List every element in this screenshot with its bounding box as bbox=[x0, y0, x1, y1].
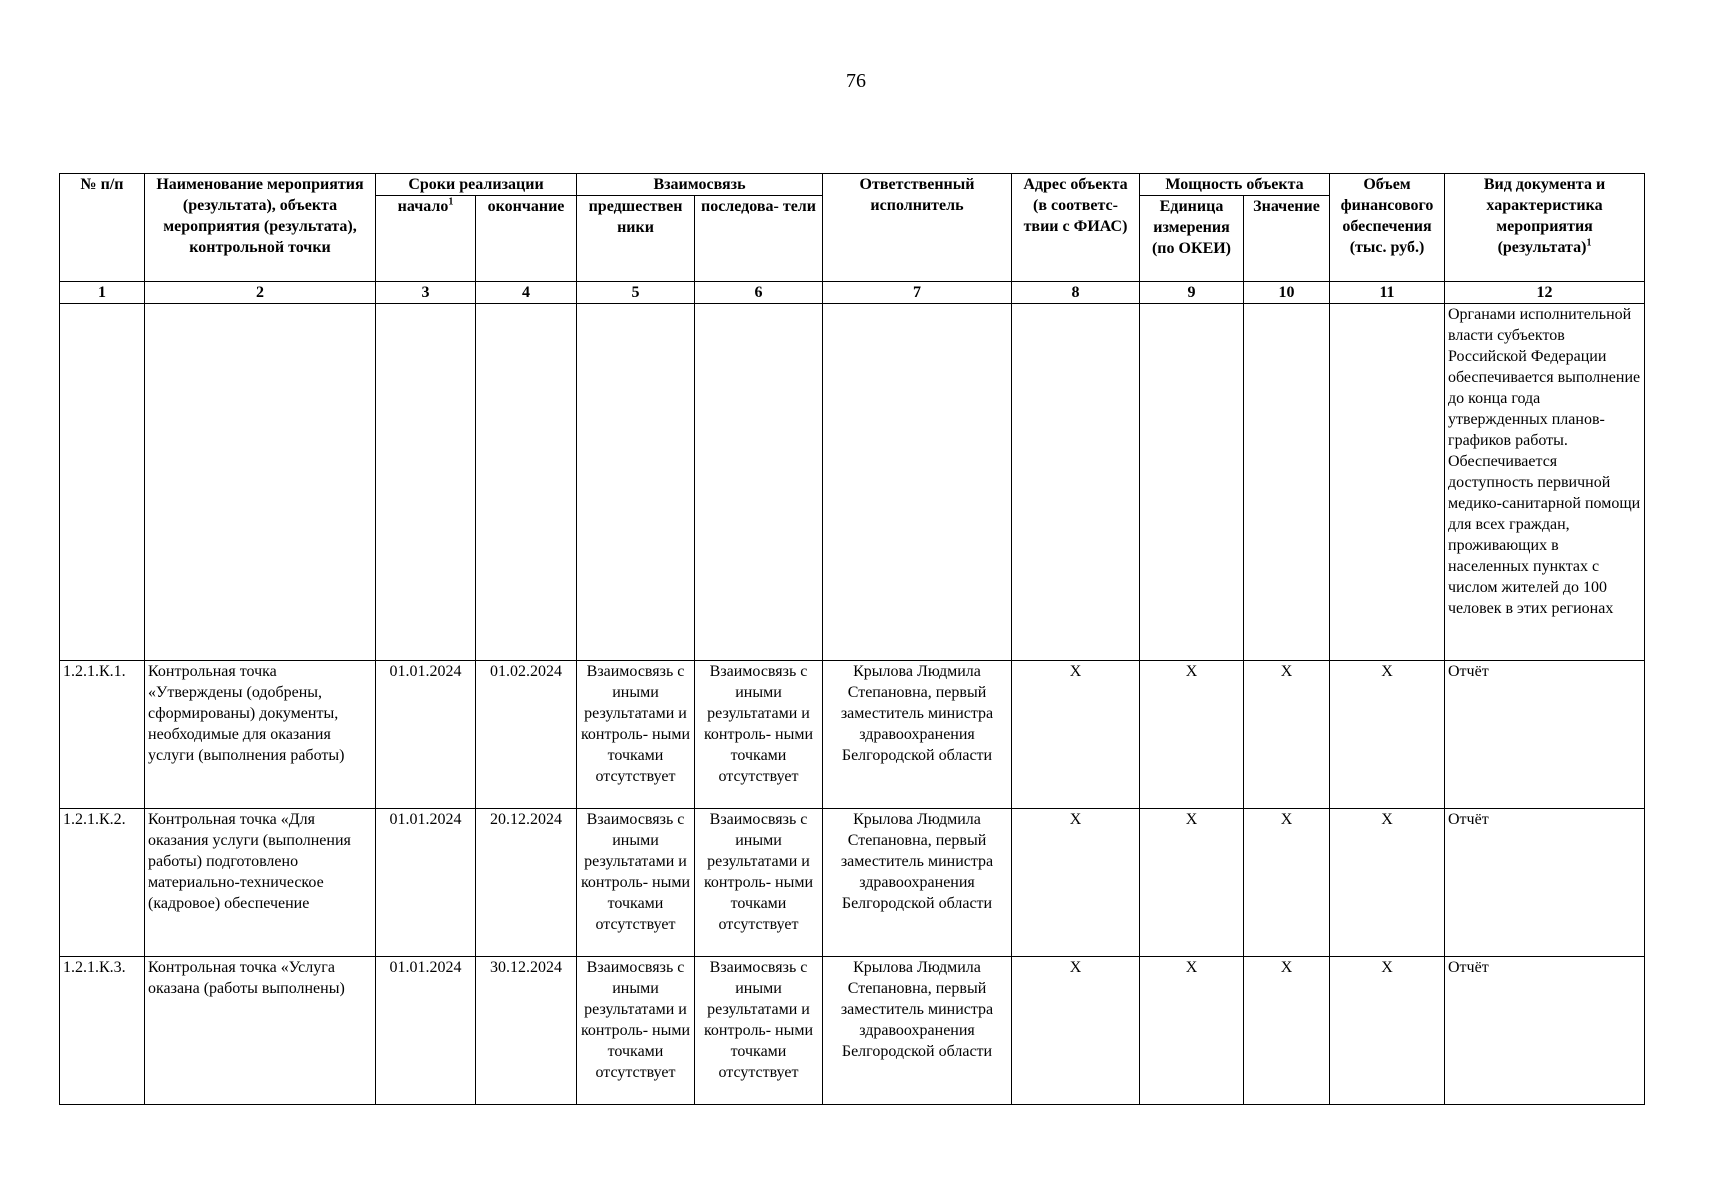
column-number: 2 bbox=[145, 282, 376, 304]
column-number: 6 bbox=[695, 282, 823, 304]
continuation-text: Органами исполнительной власти субъектов Российской Федерации обеспечивается выполнение до конца года утвержденных планов-графиков работы. Обеспечивается доступность первичной медико-санитарной помощи для всех граждан, проживающих в населенных пунктах с числом жителей до 100 человек в этих регионах bbox=[1445, 304, 1645, 661]
header-capacity: Мощность объекта bbox=[1140, 174, 1330, 196]
row-successors: Взаимосвязь с иными результатами и контроль- ными точками отсутствует bbox=[695, 661, 823, 809]
page-number: 76 bbox=[846, 70, 866, 92]
row-end: 30.12.2024 bbox=[476, 957, 577, 1105]
table-row bbox=[60, 957, 1645, 1105]
header-address: Адрес объекта (в соответс- твии с ФИАС) bbox=[1012, 174, 1140, 282]
results-table bbox=[59, 173, 1645, 1105]
column-number-row bbox=[60, 282, 1645, 304]
row-doc: Отчёт bbox=[1445, 957, 1645, 1105]
header-value: Значение bbox=[1244, 196, 1330, 282]
row-name: Контрольная точка «Услуга оказана (работы выполнены) bbox=[145, 957, 376, 1105]
header-unit: Единица измерения (по ОКЕИ) bbox=[1140, 196, 1244, 282]
column-number: 5 bbox=[577, 282, 695, 304]
row-unit: X bbox=[1140, 809, 1244, 957]
row-start: 01.01.2024 bbox=[376, 661, 476, 809]
header-num: № п/п bbox=[60, 174, 145, 282]
header-start: начало$^1$ bbox=[376, 196, 476, 282]
row-predecessors: Взаимосвязь с иными результатами и контроль- ными точками отсутствует bbox=[577, 957, 695, 1105]
row-finance: X bbox=[1330, 809, 1445, 957]
row-end: 20.12.2024 bbox=[476, 809, 577, 957]
row-doc: Отчёт bbox=[1445, 809, 1645, 957]
row-start: 01.01.2024 bbox=[376, 957, 476, 1105]
column-number: 4 bbox=[476, 282, 577, 304]
row-value: X bbox=[1244, 661, 1330, 809]
header-responsible: Ответственный исполнитель bbox=[823, 174, 1012, 282]
row-start: 01.01.2024 bbox=[376, 809, 476, 957]
row-address: X bbox=[1012, 661, 1140, 809]
row-predecessors: Взаимосвязь с иными результатами и контроль- ными точками отсутствует bbox=[577, 661, 695, 809]
row-unit: X bbox=[1140, 957, 1244, 1105]
column-number: 9 bbox=[1140, 282, 1244, 304]
header-predecessors: предшествен ники bbox=[577, 196, 695, 282]
column-number: 7 bbox=[823, 282, 1012, 304]
row-address: X bbox=[1012, 809, 1140, 957]
column-number: 10 bbox=[1244, 282, 1330, 304]
row-responsible: Крылова Людмила Степановна, первый заместитель министра здравоохранения Белгородской области bbox=[823, 809, 1012, 957]
row-successors: Взаимосвязь с иными результатами и контроль- ными точками отсутствует bbox=[695, 809, 823, 957]
column-number: 3 bbox=[376, 282, 476, 304]
header-end: окончание bbox=[476, 196, 577, 282]
row-predecessors: Взаимосвязь с иными результатами и контроль- ными точками отсутствует bbox=[577, 809, 695, 957]
header-doc-type: Вид документа и характеристика мероприятия (результата)$^1$ bbox=[1445, 174, 1645, 282]
row-name: Контрольная точка «Для оказания услуги (выполнения работы) подготовлено материально-техническое (кадровое) обеспечение bbox=[145, 809, 376, 957]
row-responsible: Крылова Людмила Степановна, первый заместитель министра здравоохранения Белгородской области bbox=[823, 661, 1012, 809]
table-row bbox=[60, 661, 1645, 809]
column-number: 12 bbox=[1445, 282, 1645, 304]
column-number: 1 bbox=[60, 282, 145, 304]
header-relation: Взаимосвязь bbox=[577, 174, 823, 196]
row-num: 1.2.1.К.1. bbox=[60, 661, 145, 809]
column-number: 11 bbox=[1330, 282, 1445, 304]
continuation-row bbox=[60, 304, 1645, 661]
row-value: X bbox=[1244, 957, 1330, 1105]
row-value: X bbox=[1244, 809, 1330, 957]
row-responsible: Крылова Людмила Степановна, первый заместитель министра здравоохранения Белгородской области bbox=[823, 957, 1012, 1105]
column-number: 8 bbox=[1012, 282, 1140, 304]
table-row bbox=[60, 809, 1645, 957]
row-successors: Взаимосвязь с иными результатами и контроль- ными точками отсутствует bbox=[695, 957, 823, 1105]
row-finance: X bbox=[1330, 661, 1445, 809]
header-successors: последова- тели bbox=[695, 196, 823, 282]
row-unit: X bbox=[1140, 661, 1244, 809]
header-name: Наименование мероприятия (результата), объекта мероприятия (результата), контрольной точки bbox=[145, 174, 376, 282]
row-address: X bbox=[1012, 957, 1140, 1105]
header-finance: Объем финансового обеспечения (тыс. руб.) bbox=[1330, 174, 1445, 282]
row-num: 1.2.1.К.2. bbox=[60, 809, 145, 957]
header-timing: Сроки реализации bbox=[376, 174, 577, 196]
row-end: 01.02.2024 bbox=[476, 661, 577, 809]
row-name: Контрольная точка «Утверждены (одобрены, сформированы) документы, необходимые для оказания услуги (выполнения работы) bbox=[145, 661, 376, 809]
row-num: 1.2.1.К.3. bbox=[60, 957, 145, 1105]
row-finance: X bbox=[1330, 957, 1445, 1105]
row-doc: Отчёт bbox=[1445, 661, 1645, 809]
